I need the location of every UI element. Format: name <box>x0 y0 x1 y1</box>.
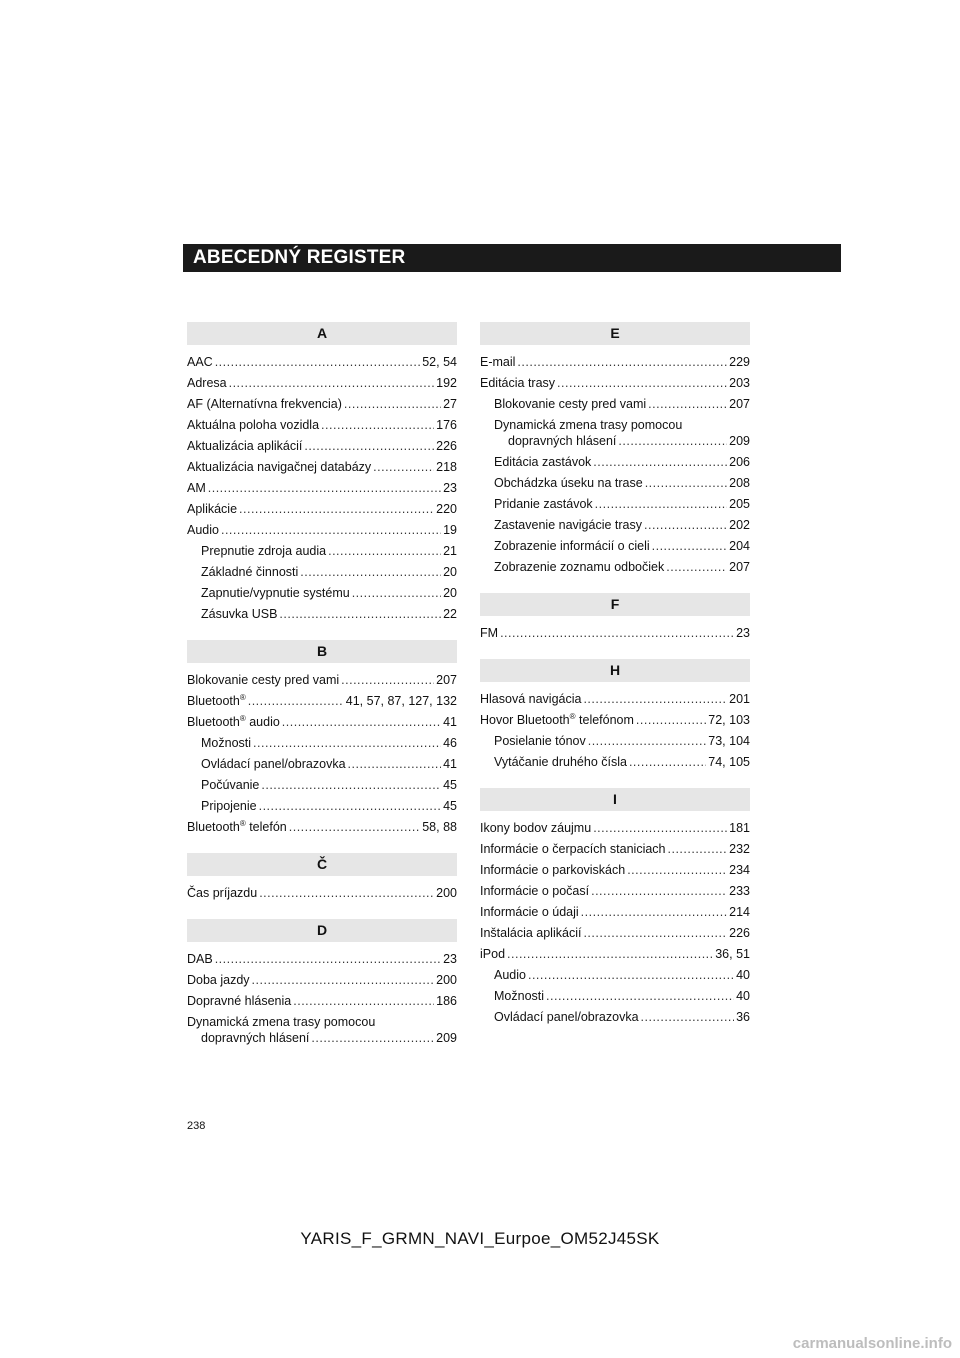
index-entry[interactable] <box>187 882 457 903</box>
entry-label-group <box>494 754 627 770</box>
entry-label: AM <box>187 481 206 495</box>
section-letter: A <box>187 322 457 345</box>
entry-label-group <box>187 885 257 901</box>
index-entry[interactable] <box>480 709 750 730</box>
entry-pages[interactable]: 19 <box>443 523 457 537</box>
index-entry[interactable] <box>480 535 750 556</box>
index-entry[interactable] <box>187 774 457 795</box>
entry-label-group <box>494 538 650 554</box>
entry-label: Možnosti <box>494 989 545 1003</box>
dot-leader <box>348 756 442 772</box>
entry-pages[interactable]: 46 <box>443 736 457 750</box>
entry-label-group <box>480 841 666 857</box>
section-letter: D <box>187 919 457 942</box>
index-entry[interactable] <box>187 711 457 732</box>
entry-label: Základné činnosti <box>201 565 299 579</box>
entry-label-group <box>480 904 579 920</box>
entry-label-group <box>201 606 277 622</box>
index-entry[interactable] <box>480 985 750 1006</box>
index-section <box>187 322 457 624</box>
index-entry[interactable] <box>187 948 457 969</box>
entry-label: Audio <box>494 968 526 982</box>
dot-leader <box>311 1030 434 1046</box>
entry-label: Informácie o čerpacích staniciach <box>480 842 666 856</box>
entry-pages[interactable]: 21 <box>443 544 457 558</box>
dot-leader <box>239 501 434 517</box>
entry-pages[interactable]: 23 <box>443 481 457 495</box>
entry-label: Ovládací panel/obrazovka <box>201 757 346 771</box>
dot-leader <box>304 438 434 454</box>
entry-label-group <box>187 693 246 709</box>
registered-mark: ® <box>239 713 246 723</box>
index-entry[interactable] <box>187 477 457 498</box>
index-entry[interactable] <box>480 817 750 838</box>
entry-label: Obchádzka úseku na trase <box>494 476 643 490</box>
entry-label: Vytáčanie druhého čísla <box>494 755 627 769</box>
entry-pages[interactable]: 72, 103 <box>708 713 750 727</box>
dot-leader <box>215 354 421 370</box>
index-entry[interactable] <box>187 540 457 561</box>
section-header-bar <box>183 244 841 272</box>
index-entry[interactable] <box>187 393 457 414</box>
entry-label-group <box>187 993 291 1009</box>
dot-leader <box>557 375 727 391</box>
dot-leader <box>252 972 435 988</box>
dot-leader <box>261 777 441 793</box>
index-entry[interactable] <box>480 964 750 985</box>
dot-leader <box>373 459 434 475</box>
entry-label-continued: dopravných hlásení <box>201 1031 310 1045</box>
entry-label: Zobrazenie zoznamu odbočiek <box>494 560 665 574</box>
entry-label-group <box>480 354 515 370</box>
section-letter: B <box>187 640 457 663</box>
index-section <box>480 322 750 577</box>
entry-label-group <box>480 946 505 962</box>
entry-label: iPod <box>480 947 506 961</box>
entry-label: FM <box>480 626 499 640</box>
page-title: ABECEDNÝ REGISTER <box>193 247 406 268</box>
index-entry[interactable] <box>187 603 457 624</box>
entry-label-group <box>480 925 581 941</box>
index-entry[interactable] <box>187 969 457 990</box>
index-entry[interactable] <box>480 880 750 901</box>
entry-pages[interactable]: 229 <box>729 355 750 369</box>
index-entry[interactable] <box>480 901 750 922</box>
index-column-right <box>480 322 750 1043</box>
entry-label: Aktualizácia navigačnej databázy <box>187 460 372 474</box>
index-column-left <box>187 322 457 1064</box>
dot-leader <box>591 883 727 899</box>
section-letter: F <box>480 593 750 616</box>
dot-leader <box>208 480 441 496</box>
entry-label-group <box>201 585 350 601</box>
entry-label-continued: dopravných hlásení <box>508 434 617 448</box>
entry-label: Aplikácie <box>187 502 238 516</box>
document-code: YARIS_F_GRMN_NAVI_Eurpoe_OM52J45SK <box>300 1229 660 1248</box>
entry-label-group <box>480 375 555 391</box>
entry-label-group <box>494 475 643 491</box>
entry-pages[interactable]: 202 <box>729 518 750 532</box>
entry-label-group <box>480 862 625 878</box>
entry-pages[interactable]: 209 <box>436 1031 457 1045</box>
entry-pages[interactable]: 23 <box>443 952 457 966</box>
dot-leader <box>666 559 727 575</box>
entry-pages[interactable]: 20 <box>443 586 457 600</box>
section-letter: I <box>480 788 750 811</box>
entry-label-group <box>187 972 250 988</box>
entry-pages[interactable]: 218 <box>436 460 457 474</box>
entry-pages[interactable]: 45 <box>443 778 457 792</box>
entry-label-group <box>187 480 206 496</box>
dot-leader <box>652 538 728 554</box>
entry-label: Editácia trasy <box>480 376 556 390</box>
entry-label-group <box>480 625 498 641</box>
entry-label: Bluetooth <box>187 820 240 834</box>
entry-pages[interactable]: 203 <box>729 376 750 390</box>
entry-label-group <box>187 819 287 835</box>
dot-leader <box>668 841 728 857</box>
entry-label: Blokovanie cesty pred vami <box>187 673 340 687</box>
entry-pages[interactable]: 41 <box>443 715 457 729</box>
dot-leader <box>528 967 734 983</box>
entry-label-group <box>201 777 259 793</box>
entry-label: Aktualizácia aplikácií <box>187 439 303 453</box>
dot-leader <box>229 375 435 391</box>
dot-leader <box>583 691 727 707</box>
entry-pages[interactable]: 40 <box>736 989 750 1003</box>
entry-pages[interactable]: 74, 105 <box>708 755 750 769</box>
entry-label: Hovor Bluetooth <box>480 713 570 727</box>
index-entry[interactable] <box>187 795 457 816</box>
index-entry[interactable] <box>187 498 457 519</box>
index-entry[interactable] <box>187 414 457 435</box>
entry-pages[interactable]: 200 <box>436 973 457 987</box>
entry-label-group <box>201 735 251 751</box>
index-entry[interactable] <box>480 372 750 393</box>
entry-label: Audio <box>187 523 219 537</box>
entry-pages[interactable]: 232 <box>729 842 750 856</box>
entry-label-suffix: telefónom <box>575 713 634 727</box>
dot-leader <box>644 517 727 533</box>
entry-pages[interactable]: 41, 57, 87, 127, 132 <box>345 694 457 708</box>
dot-leader <box>279 606 441 622</box>
entry-label: Čas príjazdu <box>187 886 258 900</box>
entry-label: AAC <box>187 355 213 369</box>
index-entry[interactable] <box>187 372 457 393</box>
dot-leader <box>627 862 727 878</box>
entry-pages[interactable]: 204 <box>729 539 750 553</box>
index-entry[interactable] <box>480 493 750 514</box>
entry-pages[interactable]: 226 <box>729 926 750 940</box>
entry-label: Ikony bodov záujmu <box>480 821 592 835</box>
entry-label-suffix: telefón <box>245 820 287 834</box>
registered-mark: ® <box>569 711 576 721</box>
entry-label: Prepnutie zdroja audia <box>201 544 327 558</box>
index-entry[interactable] <box>187 582 457 603</box>
entry-label-group <box>494 496 593 512</box>
entry-pages[interactable]: 23 <box>736 626 750 640</box>
index-entry[interactable] <box>187 690 457 711</box>
index-section <box>187 853 457 903</box>
entry-label-group <box>494 733 586 749</box>
index-entry[interactable] <box>187 816 457 837</box>
index-entry[interactable] <box>480 751 750 772</box>
entry-label: Pripojenie <box>201 799 257 813</box>
index-section <box>187 919 457 1048</box>
dot-leader <box>300 564 441 580</box>
index-entry[interactable] <box>480 622 750 643</box>
index-entry[interactable] <box>480 922 750 943</box>
entry-label: Posielanie tónov <box>494 734 586 748</box>
entry-pages[interactable]: 220 <box>436 502 457 516</box>
entry-label-group <box>480 712 634 728</box>
entry-label: Bluetooth <box>187 715 240 729</box>
entry-label-group <box>494 517 642 533</box>
entry-label: Počúvanie <box>201 778 260 792</box>
entry-pages[interactable]: 234 <box>729 863 750 877</box>
index-entry[interactable] <box>480 451 750 472</box>
entry-label-group <box>187 459 371 475</box>
dot-leader <box>636 712 706 728</box>
index-entry[interactable] <box>480 472 750 493</box>
dot-leader <box>344 396 441 412</box>
index-entry[interactable] <box>187 990 457 1011</box>
entry-label: Aktuálna poloha vozidla <box>187 418 320 432</box>
dot-leader <box>507 946 713 962</box>
dot-leader <box>248 693 344 709</box>
index-entry[interactable] <box>480 838 750 859</box>
entry-pages[interactable]: 58, 88 <box>422 820 457 834</box>
entry-label: Zapnutie/vypnutie systému <box>201 586 350 600</box>
entry-pages[interactable]: 207 <box>729 397 750 411</box>
index-entry[interactable] <box>480 514 750 535</box>
dot-leader <box>583 925 727 941</box>
entry-label: Blokovanie cesty pred vami <box>494 397 647 411</box>
entry-label-group <box>494 988 544 1004</box>
dot-leader <box>259 885 434 901</box>
entry-label: Pridanie zastávok <box>494 497 593 511</box>
entry-label: AF (Alternatívna frekvencia) <box>187 397 342 411</box>
entry-label-group <box>480 883 589 899</box>
entry-label-group <box>201 756 346 772</box>
entry-label: Možnosti <box>201 736 252 750</box>
entry-label-group <box>187 672 339 688</box>
dot-leader <box>593 820 727 836</box>
entry-pages[interactable]: 208 <box>729 476 750 490</box>
entry-label-group <box>494 1009 639 1025</box>
entry-continuation <box>187 1030 457 1046</box>
index-entry[interactable] <box>480 556 750 577</box>
entry-label-group <box>201 798 257 814</box>
index-entry[interactable] <box>480 351 750 372</box>
index-entry[interactable] <box>480 414 750 451</box>
dot-leader <box>259 798 442 814</box>
index-entry[interactable] <box>480 393 750 414</box>
entry-label-group <box>480 691 581 707</box>
entry-label: Bluetooth <box>187 694 240 708</box>
dot-leader <box>645 475 727 491</box>
index-entry[interactable] <box>187 561 457 582</box>
entry-pages[interactable]: 226 <box>436 439 457 453</box>
entry-pages[interactable]: 207 <box>436 673 457 687</box>
index-entry[interactable] <box>480 943 750 964</box>
dot-leader <box>629 754 706 770</box>
entry-label: Dopravné hlásenia <box>187 994 292 1008</box>
entry-label-group <box>187 501 237 517</box>
entry-label-group <box>480 820 591 836</box>
dot-leader <box>352 585 441 601</box>
entry-label-group <box>187 522 219 538</box>
dot-leader <box>253 735 441 751</box>
entry-label-group <box>494 559 664 575</box>
dot-leader <box>593 454 727 470</box>
registered-mark: ® <box>239 818 246 828</box>
entry-label: Adresa <box>187 376 227 390</box>
index-entry[interactable] <box>480 859 750 880</box>
entry-pages[interactable]: 192 <box>436 376 457 390</box>
dot-leader <box>293 993 434 1009</box>
entry-label: Informácie o parkoviskách <box>480 863 626 877</box>
entry-label-group <box>187 375 227 391</box>
entry-label: Zásuvka USB <box>201 607 278 621</box>
dot-leader <box>648 396 727 412</box>
entry-pages[interactable]: 205 <box>729 497 750 511</box>
entry-label: Hlasová navigácia <box>480 692 582 706</box>
entry-pages[interactable]: 45 <box>443 799 457 813</box>
entry-pages[interactable]: 200 <box>436 886 457 900</box>
index-entry[interactable] <box>187 456 457 477</box>
entry-label: Doba jazdy <box>187 973 250 987</box>
entry-label-group <box>201 564 298 580</box>
registered-mark: ® <box>239 692 246 702</box>
index-section <box>187 640 457 837</box>
entry-label-group <box>187 438 302 454</box>
index-entry[interactable] <box>480 688 750 709</box>
entry-pages[interactable]: 22 <box>443 607 457 621</box>
entry-pages[interactable]: 233 <box>729 884 750 898</box>
entry-pages[interactable]: 41 <box>443 757 457 771</box>
entry-label-group <box>187 951 213 967</box>
section-letter: Č <box>187 853 457 876</box>
entry-pages[interactable]: 27 <box>443 397 457 411</box>
entry-label-group <box>494 454 591 470</box>
dot-leader <box>221 522 441 538</box>
index-entry[interactable] <box>187 435 457 456</box>
entry-label-group <box>494 396 646 412</box>
index-section <box>480 659 750 772</box>
section-letter: H <box>480 659 750 682</box>
entry-pages[interactable]: 36 <box>736 1010 750 1024</box>
dot-leader <box>581 904 727 920</box>
dot-leader <box>341 672 434 688</box>
index-entry[interactable] <box>187 351 457 372</box>
index-entry[interactable] <box>187 732 457 753</box>
watermark: carmanualsonline.info <box>792 1335 952 1352</box>
entry-label-group <box>187 417 319 433</box>
entry-label: DAB <box>187 952 213 966</box>
index-section <box>480 593 750 643</box>
entry-pages[interactable]: 209 <box>729 434 750 448</box>
dot-leader <box>546 988 734 1004</box>
entry-label-group <box>494 967 526 983</box>
index-section <box>480 788 750 1027</box>
index-entry[interactable] <box>187 519 457 540</box>
entry-pages[interactable]: 73, 104 <box>708 734 750 748</box>
dot-leader <box>588 733 707 749</box>
entry-label: Informácie o údaji <box>480 905 579 919</box>
index-entry[interactable] <box>187 753 457 774</box>
index-entry[interactable] <box>187 1011 457 1048</box>
page-number: 238 <box>187 1120 206 1132</box>
entry-pages[interactable]: 186 <box>436 994 457 1008</box>
entry-pages[interactable]: 176 <box>436 418 457 432</box>
entry-pages[interactable]: 181 <box>729 821 750 835</box>
dot-leader <box>321 417 434 433</box>
dot-leader <box>289 819 420 835</box>
entry-label: Zobrazenie informácií o cieli <box>494 539 650 553</box>
dot-leader <box>500 625 734 641</box>
entry-pages[interactable]: 52, 54 <box>422 355 457 369</box>
dot-leader <box>328 543 441 559</box>
entry-label: E-mail <box>480 355 516 369</box>
entry-pages[interactable]: 206 <box>729 455 750 469</box>
entry-pages[interactable]: 20 <box>443 565 457 579</box>
entry-label: Inštalácia aplikácií <box>480 926 582 940</box>
entry-label: Ovládací panel/obrazovka <box>494 1010 639 1024</box>
entry-label: Dynamická zmena trasy pomocou <box>187 1015 376 1029</box>
entry-label-group <box>187 714 280 730</box>
dot-leader <box>618 433 727 449</box>
index-entry[interactable] <box>480 1006 750 1027</box>
dot-leader <box>595 496 727 512</box>
entry-pages[interactable]: 40 <box>736 968 750 982</box>
entry-label: Zastavenie navigácie trasy <box>494 518 642 532</box>
entry-pages[interactable]: 36, 51 <box>715 947 750 961</box>
entry-label-group <box>201 543 326 559</box>
entry-label: Editácia zastávok <box>494 455 592 469</box>
entry-label-group <box>187 396 342 412</box>
dot-leader <box>517 354 727 370</box>
entry-pages[interactable]: 207 <box>729 560 750 574</box>
entry-label: Dynamická zmena trasy pomocou <box>494 418 683 432</box>
index-entry[interactable] <box>187 669 457 690</box>
section-letter: E <box>480 322 750 345</box>
dot-leader <box>215 951 441 967</box>
dot-leader <box>282 714 441 730</box>
dot-leader <box>641 1009 735 1025</box>
entry-pages[interactable]: 214 <box>729 905 750 919</box>
entry-label-suffix: audio <box>245 715 280 729</box>
entry-pages[interactable]: 201 <box>729 692 750 706</box>
index-entry[interactable] <box>480 730 750 751</box>
entry-label: Informácie o počasí <box>480 884 590 898</box>
entry-continuation <box>494 433 750 449</box>
entry-label-group <box>187 354 213 370</box>
